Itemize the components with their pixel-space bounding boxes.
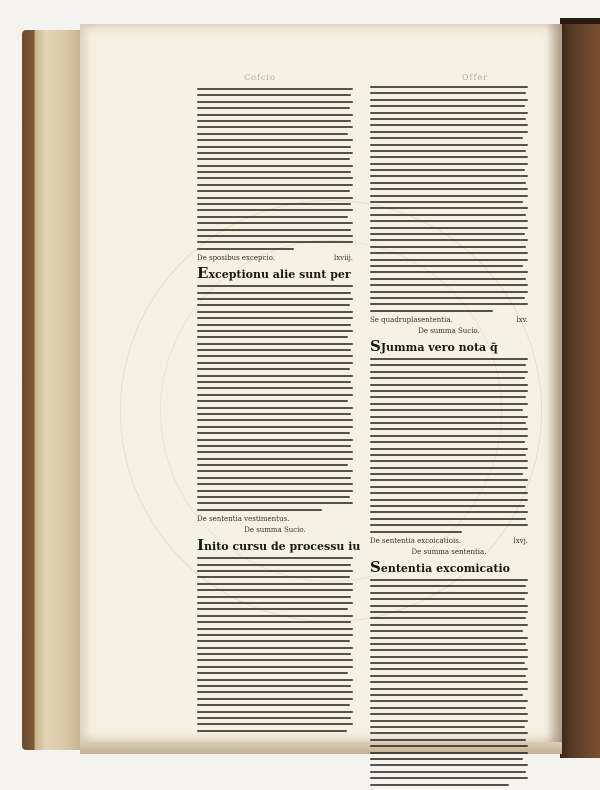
text-line (197, 139, 353, 141)
text-line (197, 107, 350, 109)
text-line (370, 201, 523, 203)
text-line (197, 355, 353, 357)
text-line (370, 454, 526, 456)
running-head-right: Offer (462, 73, 489, 82)
text-column-right (370, 86, 528, 790)
text-line (197, 229, 351, 231)
text-line (370, 220, 528, 222)
text-line (370, 605, 528, 607)
text-line (197, 158, 350, 160)
text-line (197, 483, 353, 485)
text-line (370, 377, 525, 379)
text-line (197, 477, 351, 479)
text-line (197, 394, 353, 396)
text-line (370, 662, 525, 664)
text-line (370, 720, 528, 722)
text-line (370, 86, 528, 88)
text-line (197, 177, 353, 179)
text-line (197, 634, 353, 636)
caption-text: De sententia excoicatiois. (370, 537, 462, 545)
text-line (370, 195, 528, 197)
text-line (370, 784, 509, 786)
heading-initial: E (197, 264, 209, 283)
text-line (370, 409, 523, 411)
text-line (370, 473, 523, 475)
text-line (197, 88, 353, 90)
text-line (197, 387, 353, 389)
spine-gutter (546, 24, 562, 742)
text-line (370, 99, 528, 101)
text-line (197, 381, 351, 383)
text-line (197, 362, 353, 364)
text-line (197, 717, 351, 719)
heading-initial: I (197, 536, 205, 555)
text-line (370, 637, 528, 639)
text-line (370, 441, 525, 443)
text-line (197, 653, 351, 655)
section-caption (370, 537, 528, 545)
text-line (197, 621, 351, 623)
text-line (370, 131, 528, 133)
text-line (197, 133, 348, 135)
text-block (197, 285, 353, 511)
text-line (197, 203, 351, 205)
heading-text: nito cursu de processu iu (204, 540, 361, 554)
text-line (370, 656, 528, 658)
text-line (197, 711, 353, 713)
text-block (197, 88, 353, 250)
text-line (197, 165, 353, 167)
text-line (197, 583, 353, 585)
text-line (197, 679, 353, 681)
heading-text: ententia excomicatio (380, 562, 510, 575)
text-line (197, 222, 353, 224)
text-line (370, 291, 528, 293)
text-line (370, 726, 525, 728)
text-line (197, 120, 351, 122)
text-line (370, 390, 528, 392)
text-line (370, 233, 525, 235)
text-line (197, 101, 353, 103)
text-line (370, 271, 528, 273)
text-line (370, 694, 523, 696)
text-line (370, 156, 528, 158)
text-line (197, 666, 353, 668)
text-line (197, 324, 351, 326)
text-line (370, 643, 526, 645)
heading-text: Jumma vero nota q̃ (380, 341, 498, 355)
text-line (197, 94, 351, 96)
text-line (197, 419, 353, 421)
text-line (197, 458, 353, 460)
text-line (370, 598, 525, 600)
text-line (197, 564, 351, 566)
text-line (370, 416, 528, 418)
text-line (197, 502, 353, 504)
text-line (370, 169, 525, 171)
text-line (370, 239, 528, 241)
text-line (370, 105, 525, 107)
text-block (370, 86, 528, 312)
text-line (197, 640, 350, 642)
text-line (197, 114, 353, 116)
text-line (197, 330, 353, 332)
text-line (370, 745, 528, 747)
text-line (370, 681, 528, 683)
text-line (197, 470, 353, 472)
text-line (197, 285, 353, 287)
book-page-edges (22, 30, 82, 750)
text-line (197, 400, 348, 402)
section-heading (370, 559, 528, 575)
book-cover (560, 18, 600, 758)
text-line (197, 311, 353, 313)
text-line (197, 445, 351, 447)
text-line (370, 732, 528, 734)
text-line (197, 171, 351, 173)
text-line (197, 647, 353, 649)
section-caption (197, 254, 353, 262)
text-line (197, 615, 353, 617)
text-line (370, 579, 528, 581)
text-line (370, 144, 528, 146)
text-line (197, 426, 353, 428)
text-line (370, 479, 528, 481)
text-line (370, 668, 528, 670)
cover-top-band (560, 18, 600, 24)
text-line (370, 112, 528, 114)
text-line (370, 92, 526, 94)
text-line (370, 163, 528, 165)
text-line (370, 518, 526, 520)
text-line (197, 730, 347, 732)
text-line (370, 137, 523, 139)
text-line (197, 691, 353, 693)
section-heading (197, 536, 361, 555)
text-line (370, 182, 526, 184)
text-line (370, 739, 526, 741)
text-line (197, 317, 353, 319)
heading-initial: S (370, 558, 381, 576)
text-line (370, 265, 523, 267)
text-line (197, 190, 350, 192)
text-line (370, 688, 528, 690)
text-line (370, 448, 528, 450)
text-line (197, 248, 294, 250)
text-line (370, 771, 526, 773)
text-line (197, 557, 353, 559)
text-line (197, 628, 353, 630)
text-line (197, 368, 350, 370)
text-line (370, 460, 528, 462)
text-line (370, 396, 526, 398)
text-line (197, 432, 350, 434)
text-line (197, 496, 350, 498)
section-caption: De sententia vestimentus. (197, 515, 290, 524)
text-line (197, 298, 353, 300)
text-column-left (197, 88, 361, 736)
text-line (370, 118, 526, 120)
text-line (370, 358, 528, 360)
text-line (370, 435, 528, 437)
section-heading (197, 265, 353, 281)
heading-text: xceptionu alie sunt per (208, 268, 351, 282)
text-line (197, 464, 348, 466)
text-line (370, 278, 526, 280)
text-line (370, 505, 525, 507)
text-line (370, 207, 528, 209)
section-caption (370, 316, 528, 324)
text-line (370, 227, 528, 229)
section-number: lxviij. (333, 254, 353, 263)
text-line (370, 384, 528, 386)
text-line (197, 146, 351, 148)
text-line (197, 304, 350, 306)
text-line (370, 531, 462, 533)
text-line (197, 241, 353, 243)
text-line (370, 259, 528, 261)
caption-text: Se quadruplasententia. (370, 316, 453, 325)
text-line (370, 764, 528, 766)
text-line (197, 704, 350, 706)
text-line (370, 758, 523, 760)
text-line (197, 698, 353, 700)
text-line (370, 150, 526, 152)
heading-initial: S (370, 337, 381, 356)
text-line (197, 209, 353, 211)
section-caption: De summa Sucio. (418, 327, 480, 336)
text-line (370, 630, 523, 632)
text-line (197, 589, 353, 591)
text-line (370, 777, 528, 779)
text-line (197, 451, 353, 453)
text-line (370, 188, 528, 190)
text-line (370, 175, 528, 177)
section-number: lxvj. (513, 537, 528, 545)
text-line (197, 292, 351, 294)
text-line (197, 608, 348, 610)
text-line (370, 403, 528, 405)
section-caption: De summa sententia. (411, 548, 487, 556)
text-line (370, 284, 528, 286)
text-line (370, 649, 528, 651)
text-line (197, 509, 322, 511)
text-line (370, 371, 528, 373)
text-line (197, 184, 353, 186)
text-block (370, 358, 528, 533)
text-line (370, 524, 528, 526)
section-number: lxv. (516, 316, 528, 325)
section-caption: De summa Sucio. (244, 526, 306, 535)
text-line (370, 675, 526, 677)
text-line (197, 197, 353, 199)
section-heading (370, 338, 528, 354)
text-line (370, 707, 526, 709)
text-line (370, 752, 528, 754)
text-line (197, 596, 351, 598)
text-line (370, 585, 526, 587)
text-line (370, 297, 525, 299)
text-line (370, 492, 528, 494)
text-line (197, 602, 353, 604)
text-line (370, 713, 528, 715)
text-line (197, 490, 353, 492)
text-line (197, 570, 353, 572)
text-line (370, 422, 526, 424)
text-line (370, 592, 528, 594)
text-line (197, 349, 351, 351)
text-line (370, 617, 526, 619)
text-line (370, 467, 528, 469)
text-line (197, 375, 353, 377)
text-line (370, 624, 528, 626)
text-block (197, 557, 353, 732)
text-block (370, 579, 528, 786)
text-line (370, 310, 493, 312)
text-line (370, 252, 528, 254)
text-line (197, 235, 353, 237)
text-line (370, 214, 526, 216)
text-line (197, 723, 353, 725)
text-line (370, 700, 528, 702)
text-line (197, 336, 348, 338)
text-line (197, 126, 353, 128)
text-line (370, 303, 528, 305)
caption-text: De sposibus excepcio. (197, 254, 276, 263)
text-line (370, 511, 528, 513)
running-head-left: Cofcio (244, 73, 276, 82)
text-line (197, 152, 353, 154)
text-line (370, 611, 528, 613)
text-line (197, 407, 353, 409)
text-line (370, 246, 526, 248)
text-line (370, 364, 526, 366)
text-line (197, 659, 353, 661)
text-line (197, 439, 353, 441)
text-line (370, 428, 528, 430)
text-line (197, 413, 351, 415)
text-line (370, 124, 528, 126)
text-line (197, 672, 348, 674)
text-line (370, 486, 526, 488)
text-line (197, 685, 351, 687)
text-line (197, 343, 353, 345)
text-line (370, 499, 528, 501)
text-line (197, 576, 350, 578)
text-line (197, 216, 348, 218)
